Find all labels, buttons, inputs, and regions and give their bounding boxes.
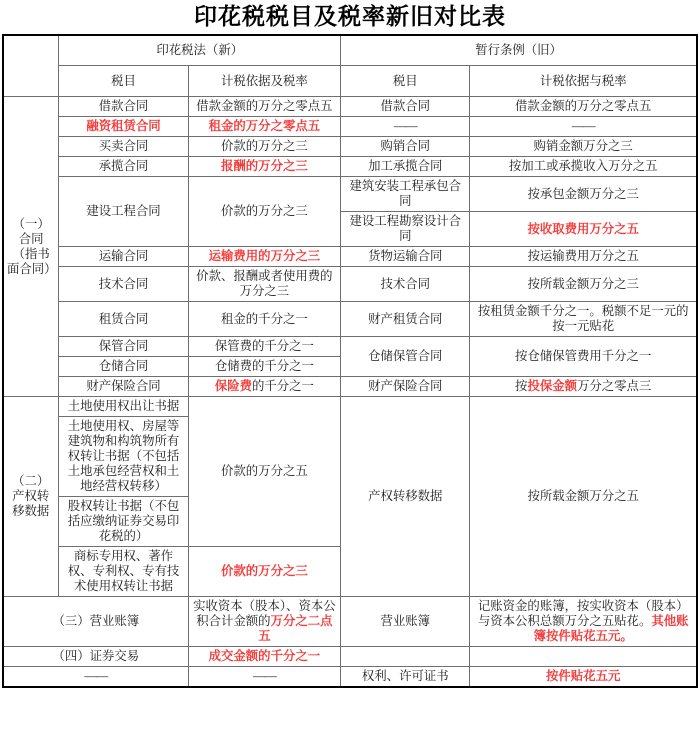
plain-text: 仓储保管合同 [368, 349, 443, 363]
table-row [3, 97, 697, 117]
plain-text: —— [84, 669, 108, 683]
old-rule-tax-item [341, 267, 470, 302]
plain-text: 按 [515, 379, 528, 393]
plain-text: 建设工程勘察设计合同 [349, 214, 462, 243]
plain-text: 按所载金额万分之五 [527, 489, 639, 503]
table-row [3, 667, 697, 688]
plain-text: 借款金额的万分之零点五 [196, 99, 333, 113]
old-rule-tax-item [341, 137, 470, 157]
new-law-tax-rate [188, 357, 341, 377]
plain-text: 暂行条例（旧） [475, 43, 562, 57]
plain-text: 计税依据与税率 [539, 73, 627, 88]
new-law-tax-item [59, 302, 188, 337]
highlighted-text: 运输费用的万分之三 [208, 249, 321, 263]
plain-text: 购销合同 [380, 139, 431, 153]
table-row [3, 137, 697, 157]
new-law-tax-item [3, 667, 188, 688]
plain-text: 价款的万分之五 [221, 464, 308, 478]
new-law-tax-item [59, 137, 188, 157]
highlighted-text: 融资租赁合同 [86, 119, 161, 133]
new-law-tax-item [59, 547, 188, 597]
plain-text: 按加工或承揽收入万分之五 [508, 159, 658, 173]
new-law-tax-item [3, 647, 188, 667]
new-law-tax-rate [188, 547, 341, 597]
header-col-old-name [341, 66, 470, 97]
new-law-tax-item [59, 177, 188, 247]
new-law-tax-rate [188, 117, 341, 137]
old-rule-tax-rate [470, 302, 697, 337]
new-law-tax-rate [188, 177, 341, 247]
plain-text: 价款的万分之三 [221, 204, 308, 218]
plain-text: 按所载金额万分之三 [527, 276, 639, 291]
table-body [3, 35, 697, 687]
plain-text: 仓储费的千分之一 [214, 359, 314, 373]
old-rule-tax-item [341, 117, 470, 137]
plain-text: 价款、报酬或者使用费的万分之三 [196, 269, 333, 298]
header-col-old-rate [470, 66, 697, 97]
new-law-tax-rate [188, 597, 341, 647]
old-rule-tax-item [341, 302, 470, 337]
table-header-column-row [3, 66, 697, 97]
plain-text: —— [571, 119, 595, 133]
plain-text: 建筑安装工程承包合同 [349, 179, 462, 208]
plain-text: 加工承揽合同 [368, 159, 443, 173]
old-rule-tax-item [341, 647, 470, 667]
plain-text: 借款合同 [98, 99, 149, 113]
highlighted-text: 价款的万分之三 [221, 564, 308, 578]
table-row [3, 302, 697, 337]
table-row [3, 377, 697, 397]
new-law-tax-item [59, 337, 188, 357]
old-rule-tax-rate [470, 177, 697, 212]
old-rule-tax-item [341, 397, 470, 597]
old-rule-tax-rate [470, 267, 697, 302]
table-row [3, 597, 697, 647]
table-header-group-row [3, 35, 697, 66]
old-rule-tax-rate [470, 212, 697, 247]
plain-text: 建设工程合同 [86, 204, 161, 218]
plain-text: 技术合同 [98, 276, 149, 291]
highlighted-text: 其他账簿按件贴花五元。 [533, 614, 689, 643]
plain-text: 购销金额万分之三 [533, 139, 633, 153]
new-law-tax-item [59, 267, 188, 302]
old-rule-tax-item [341, 157, 470, 177]
header-col-new-rate [188, 66, 341, 97]
table-row [3, 157, 697, 177]
new-law-tax-item [3, 597, 188, 647]
new-law-tax-rate [188, 647, 341, 667]
highlighted-text: 投保金额 [527, 379, 577, 393]
plain-text: （二）产权转移数据 [12, 474, 50, 518]
plain-text: 税目 [111, 73, 136, 88]
plain-text: —— [393, 119, 417, 133]
new-law-tax-rate [188, 397, 341, 547]
plain-text: 价款的万分之三 [221, 139, 308, 153]
plain-text: 运输合同 [98, 249, 149, 263]
plain-text: —— [252, 669, 276, 683]
old-rule-tax-rate [470, 597, 697, 647]
old-rule-tax-rate [470, 337, 697, 377]
plain-text: 土地使用权出让书据 [67, 399, 180, 413]
new-law-tax-rate [188, 137, 341, 157]
new-law-tax-item [59, 397, 188, 417]
highlighted-text: 按件贴花五元 [546, 669, 621, 683]
tax-comparison-table [2, 34, 698, 688]
table-row [3, 397, 697, 417]
plain-text: 商标专用权、著作权、专利权、专有技术使用权转让书据 [67, 549, 180, 593]
page-title: 印花税税目及税率新旧对比表 [194, 4, 506, 29]
section-category-label [3, 97, 59, 397]
table-row [3, 267, 697, 302]
new-law-tax-rate [188, 302, 341, 337]
old-rule-tax-rate [470, 97, 697, 117]
plain-text: 保管合同 [98, 339, 149, 353]
old-rule-tax-item [341, 667, 470, 688]
header-col-new-name [59, 66, 188, 97]
plain-text: 股权转让书据（不包括应缴纳证券交易印花税的） [67, 499, 180, 543]
plain-text: 租赁合同 [98, 311, 149, 326]
new-law-tax-item [59, 497, 188, 547]
old-rule-tax-item [341, 337, 470, 377]
highlighted-text: 租金的万分之零点五 [208, 119, 321, 133]
plain-text: 计税依据及税率 [221, 73, 308, 88]
plain-text: 租金的千分之一 [221, 311, 308, 326]
plain-text: 技术合同 [380, 276, 431, 291]
old-rule-tax-rate [470, 397, 697, 597]
header-new-law-group [59, 35, 341, 66]
table-row [3, 177, 697, 212]
old-rule-tax-rate [470, 137, 697, 157]
highlighted-text: 报酬的万分之三 [221, 159, 308, 173]
new-law-tax-item [59, 157, 188, 177]
plain-text: 的千分之一 [251, 379, 314, 393]
plain-text: 承揽合同 [98, 159, 149, 173]
highlighted-text: 保险费 [214, 379, 252, 393]
old-rule-tax-item [341, 177, 470, 212]
plain-text: 买卖合同 [98, 139, 149, 153]
old-rule-tax-rate [470, 377, 697, 397]
old-rule-tax-rate [470, 667, 697, 688]
header-category-blank [3, 35, 59, 97]
plain-text: 税目 [392, 73, 418, 88]
plain-text: 记账资金的账簿，按实收资本（股本）与资本公积总额万分之五贴花。 [477, 599, 689, 628]
old-rule-tax-rate [470, 647, 697, 667]
plain-text: 仓储合同 [98, 359, 149, 373]
plain-text: 按仓储保管费用千分之一 [515, 349, 652, 363]
old-rule-tax-item [341, 212, 470, 247]
new-law-tax-item [59, 417, 188, 497]
new-law-tax-rate [188, 667, 341, 688]
plain-text: 借款金额的万分之零点五 [515, 99, 652, 113]
plain-text: 按运输费用万分之五 [527, 249, 639, 263]
header-old-rule-group [341, 35, 697, 66]
plain-text: 权利、许可证书 [361, 669, 449, 683]
table-row [3, 247, 697, 267]
new-law-tax-rate [188, 337, 341, 357]
old-rule-tax-item [341, 97, 470, 117]
new-law-tax-item [59, 377, 188, 397]
new-law-tax-item [59, 97, 188, 117]
old-rule-tax-item [341, 247, 470, 267]
plain-text: 财产租赁合同 [368, 311, 443, 326]
old-rule-tax-item [341, 377, 470, 397]
new-law-tax-item [59, 117, 188, 137]
table-row [3, 117, 697, 137]
new-law-tax-rate [188, 247, 341, 267]
plain-text: 按承包金额万分之三 [527, 186, 639, 201]
old-rule-tax-item [341, 597, 470, 647]
new-law-tax-rate [188, 157, 341, 177]
plain-text: 财产保险合同 [368, 379, 443, 393]
old-rule-tax-rate [470, 247, 697, 267]
plain-text: 产权转移数据 [368, 489, 443, 503]
plain-text: 土地使用权、房屋等建筑物和构筑物所有权转让书据（不包括土地承包经营权和土地经营权转移） [67, 419, 180, 493]
highlighted-text: 成交金额的千分之一 [208, 649, 321, 663]
table-row [3, 337, 697, 357]
plain-text: 实收资本（股本）、资本公积合计金额的 [193, 599, 336, 628]
plain-text: 按租赁金额千分之一。税额不足一元的按一元贴花 [477, 304, 689, 333]
plain-text: 营业账簿 [380, 614, 431, 628]
section-category-label [3, 397, 59, 597]
new-law-tax-rate [188, 267, 341, 302]
plain-text: （四）证券交易 [52, 649, 140, 663]
plain-text: 货物运输合同 [368, 249, 443, 263]
plain-text: 财产保险合同 [86, 379, 161, 393]
highlighted-text: 万分之二点五 [258, 614, 333, 643]
plain-text: 万分之零点三 [577, 379, 652, 393]
plain-text: 保管费的千分之一 [214, 339, 314, 353]
plain-text: 印花税法（新） [156, 43, 244, 57]
new-law-tax-item [59, 247, 188, 267]
plain-text: 借款合同 [380, 99, 431, 113]
plain-text: （三）营业账簿 [52, 614, 140, 628]
old-rule-tax-rate [470, 157, 697, 177]
new-law-tax-rate [188, 97, 341, 117]
new-law-tax-rate [188, 377, 341, 397]
table-row [3, 647, 697, 667]
old-rule-tax-rate [470, 117, 697, 137]
highlighted-text: 按收取费用万分之五 [527, 221, 639, 236]
plain-text: （一）合同（指书面合同） [7, 216, 57, 276]
new-law-tax-item [59, 357, 188, 377]
